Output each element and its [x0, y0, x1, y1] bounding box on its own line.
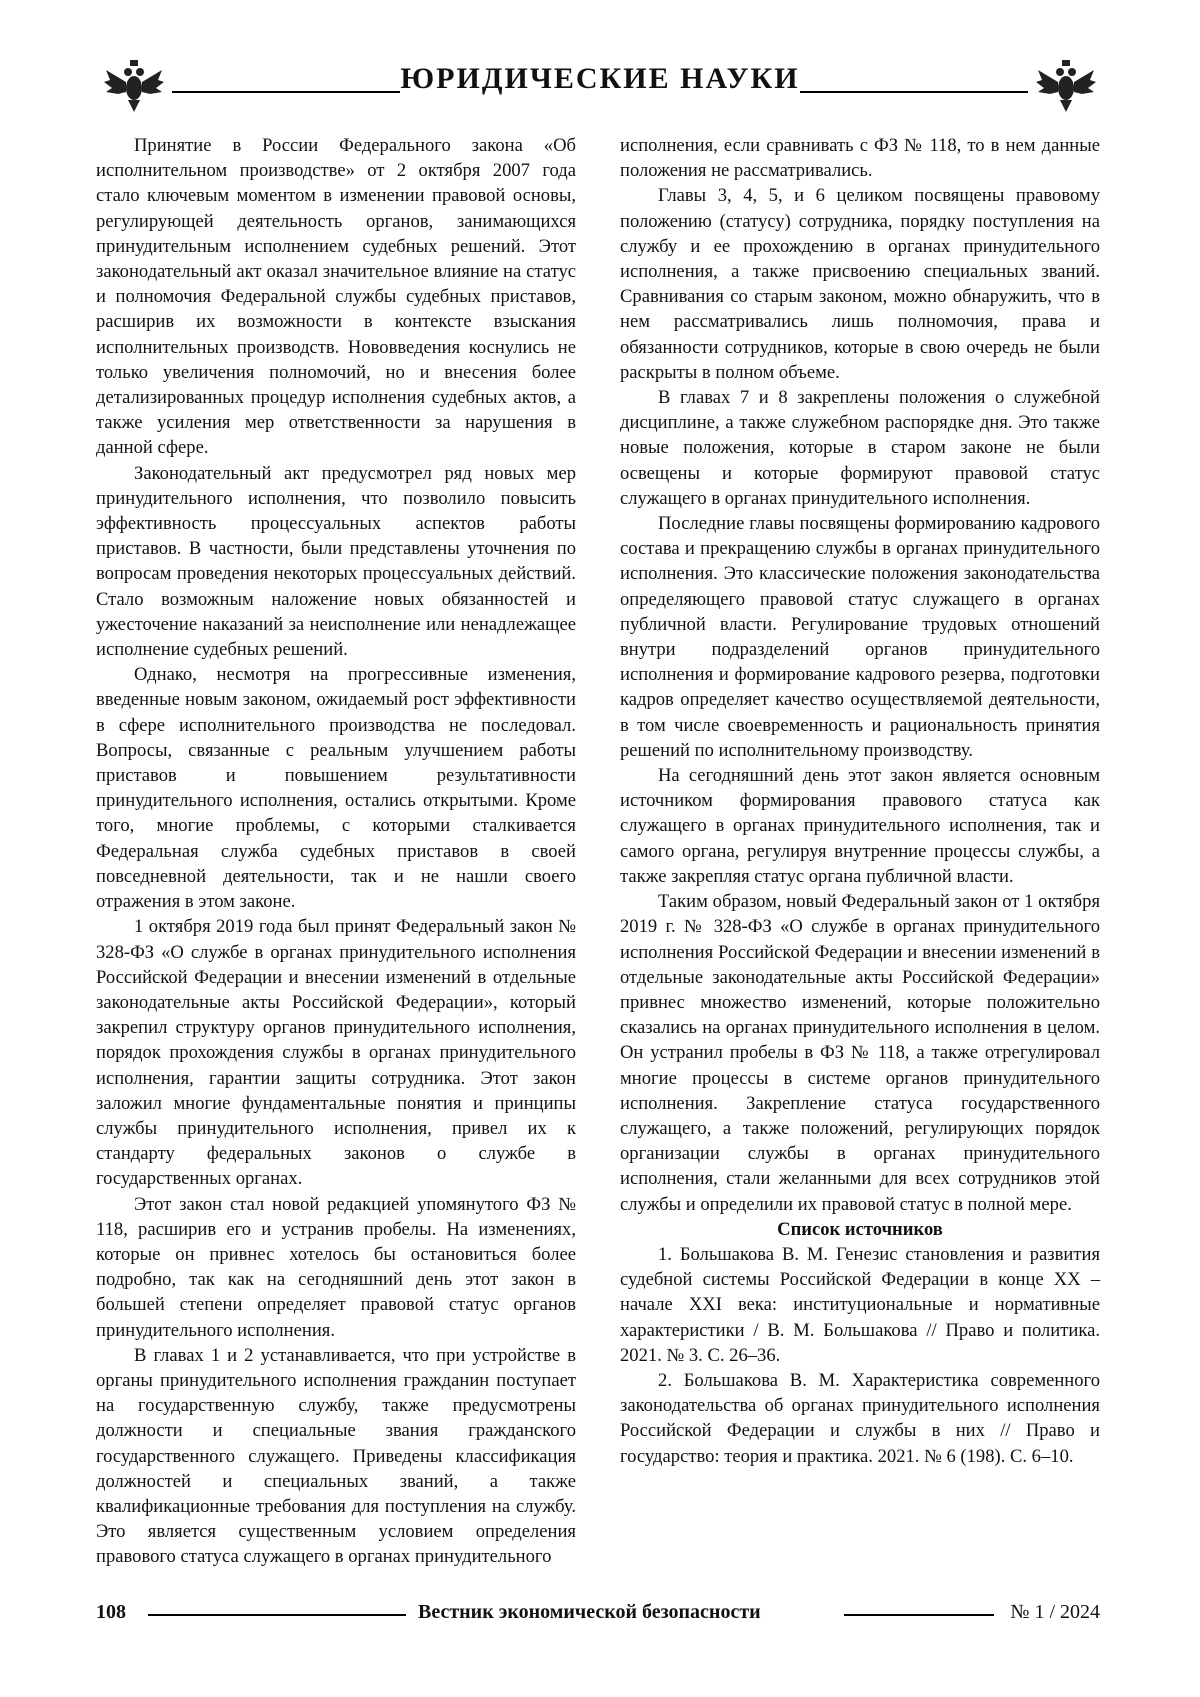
paragraph: 1 октября 2019 года был принят Федеральный закон № 328-ФЗ «О службе в органах принудительного исполнения Российской Федерации и внесении изменений в отдельные законодательные акты Российской Федерации», который закрепил структуру органов принудительного исполнения, порядок прохождения службы в органах принудительного исполнения, гарантии защиты сотрудника. Этот закон заложил многие фундаментальные понятия и принципы службы принудительного исполнения, привел их к стандарту федеральных законов о службе в государственных органах.: [96, 916, 576, 1190]
reference-item: 2. Большакова В. М. Характеристика современного законодательства об органах принудительного исполнения Российской Федерации и службы в них // Право и государство: теория и практика. 2021. № 6 (198). С. 6–10.: [620, 1369, 1100, 1467]
issue-number: № 1 / 2024: [1010, 1601, 1100, 1623]
paragraph: В главах 1 и 2 устанавливается, что при устройстве в органы принудительного исполнения гражданин поступает на государственную службу, также предусмотрены должности и специальные звания гражданского государственного служащего. Приведены классификация должностей и специальных званий, а также квалификационные требования для поступления на службу. Это является существенным условием определения правового статуса служащего в органах принудительного: [96, 1344, 576, 1568]
paragraph: Последние главы посвящены формированию кадрового состава и прекращению службы в органах принудительного исполнения. Это классические положения законодательства определяющего правовой статус служащего в органах публичной власти. Регулирование трудовых отношений внутри подразделений органов принудительного исполнения и формирование кадрового резерва, подготовки кадров определяет качество осуществляемой деятельности, в том числе своевременность и рациональность принятия решений по исполнительному производству.: [620, 513, 1100, 761]
page-footer: [96, 1601, 1100, 1631]
paragraph: Таким образом, новый Федеральный закон от 1 октября 2019 г. № 328-ФЗ «О службе в органах принудительного исполнения Российской Федерации и внесении изменений в отдельные законодательные акты Российской Федерации» привнес множество изменений, которые положительно сказались на органах принудительного исполнения в целом. Он устранил пробелы в ФЗ № 118, а также отрегулировал многие процессы в системе органов принудительного исполнения. Закрепление статуса государственного служащего, а также положений, регулирующих порядок организации службы в органах принудительного исполнения, стали желанными для всех сотрудников этой службы и определили их правовой статус в полной мере.: [620, 891, 1100, 1215]
paragraph: На сегодняшний день этот закон является основным источником формирования правового статуса как служащего в органах принудительного исполнения, так и самого органа, регулируя внутренние процессы службы, а также закрепляя статус органа публичной власти.: [620, 765, 1100, 887]
left-column: [96, 133, 576, 1570]
double-headed-eagle-icon: [1034, 52, 1098, 116]
right-column: [620, 133, 1100, 1469]
section-title: ЮРИДИЧЕСКИЕ НАУКИ: [400, 62, 800, 95]
page-header: [88, 52, 1112, 132]
paragraph: Принятие в России Федерального закона «Об исполнительном производстве» от 2 октября 2007 года стало ключевым моментом в изменении правовой основы, регулирующей деятельность органов, занимающихся принудительным исполнением судебных решений. Этот законодательный акт оказал значительное влияние на статус и полномочия Федеральной службы судебных приставов, расширив их возможности в контексте взыскания исполнительных производств. Нововведения коснулись не только увеличения полномочий, но и внесения более детализированных процедур исполнения судебных актов, а также усиления мер ответственности за нарушения в данной сфере.: [96, 135, 576, 459]
paragraph: Законодательный акт предусмотрел ряд новых мер принудительного исполнения, что позволило повысить эффективность процессуальных аспектов работы приставов. В частности, были представлены уточнения по вопросам проведения некоторых процессуальных действий. Стало возможным наложение новых обязанностей и ужесточение наказаний за неисполнение или ненадлежащее исполнение судебных решений.: [96, 462, 576, 661]
footer-rule-right: [844, 1614, 994, 1616]
reference-item: 1. Большакова В. М. Генезис становления и развития судебной системы Российской Федерации в конце XX – начале XXI века: институциональные и нормативные характеристики / В. М. Большакова // Право и политика. 2021. № 3. С. 26–36.: [620, 1243, 1100, 1366]
page-number: 108: [96, 1601, 126, 1623]
journal-title: Вестник экономической безопасности: [418, 1601, 761, 1623]
references-title: Список источников: [777, 1218, 943, 1240]
header-rule-right: [800, 91, 1028, 93]
footer-rule-left: [148, 1614, 406, 1616]
paragraph: В главах 7 и 8 закреплены положения о служебной дисциплине, а также служебном распорядке дня. Это также новые положения, которые в старом законе не были освещены и которые формируют правовой статус служащего в органах принудительного исполнения.: [620, 387, 1100, 509]
paragraph: Главы 3, 4, 5, и 6 целиком посвящены правовому положению (статусу) сотрудника, порядку поступления на службу и ее прохождению в органах принудительного исполнения, а также присвоению специальных званий. Сравнивания со старым законом, можно обнаружить, что в нем рассматривались лишь полномочия, права и обязанности сотрудников, которые в свою очередь не были раскрыты в полном объеме.: [620, 185, 1100, 383]
paragraph: Однако, несмотря на прогрессивные изменения, введенные новым законом, ожидаемый рост эффективности в сфере исполнительного производства не последовал. Вопросы, связанные с реальным улучшением работы приставов и повышением результативности принудительного исполнения, остались открытыми. Кроме того, многие проблемы, с которыми сталкивается Федеральная служба судебных приставов в своей повседневной деятельности, так и не нашли своего отражения в этом законе.: [96, 664, 576, 913]
paragraph: Этот закон стал новой редакцией упомянутого ФЗ № 118, расширив его и устранив пробелы. На изменениях, которые он привнес хотелось бы остановиться более подробно, так как на сегодняшний день этот закон в большей степени определяет правовой статус органов принудительного исполнения.: [96, 1193, 576, 1341]
paragraph-continuation: исполнения, если сравнивать с ФЗ № 118, то в нем данные положения не рассматривались.: [620, 135, 1100, 182]
